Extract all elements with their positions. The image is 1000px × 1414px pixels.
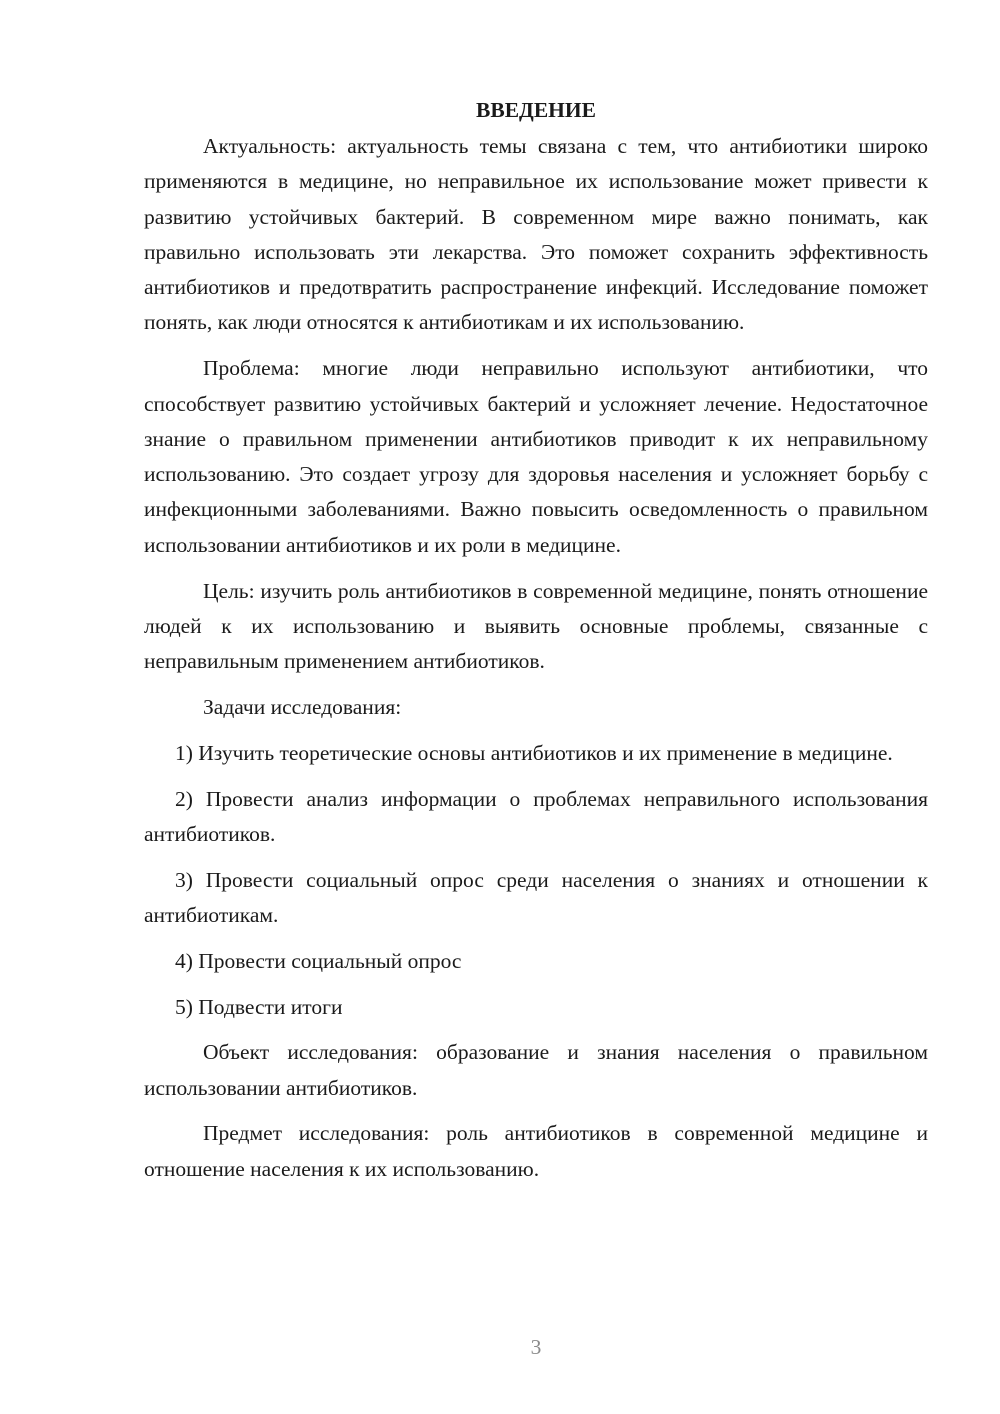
relevance-paragraph: Актуальность: актуальность темы связана с тем, что антибиотики широко применяются в медицине, но неправильное их использование может привести к развитию устойчивых бактерий. В современном мире важно понимать, как правильно использовать эти лекарства. Это поможет сохранить эффективность антибиотиков и предотвратить распространение инфекций. Исследование поможет понять, как люди относятся к антибиотикам и их использованию.: [144, 134, 928, 335]
task-item-2: 2) Провести анализ информации о проблемах неправильного использования антибиотиков.: [144, 786, 928, 846]
task-item-1: 1) Изучить теоретические основы антибиотиков и их применение в медицине.: [175, 740, 893, 765]
task-item-5: 5) Подвести итоги: [175, 994, 343, 1019]
goal-paragraph: Цель: изучить роль антибиотиков в современной медицине, понять отношение людей к их использованию и выявить основные проблемы, связанные с неправильным применением антибиотиков.: [144, 578, 928, 674]
problem-paragraph: Проблема: многие люди неправильно используют антибиотики, что способствует развитию устойчивых бактерий и усложняет лечение. Недостаточное знание о правильном применении антибиотиков приводит к их неправильному использованию. Это создает угрозу для здоровья населения и усложняет борьбу с инфекционными заболеваниями. Важно повысить осведомленность о правильном использовании антибиотиков и их роли в медицине.: [144, 356, 928, 557]
task-item-4: 4) Провести социальный опрос: [175, 948, 462, 973]
research-object-paragraph: Объект исследования: образование и знания населения о правильном использовании антибиотиков.: [144, 1040, 928, 1100]
tasks-heading: Задачи исследования:: [203, 694, 402, 719]
page-number: 3: [530, 1335, 542, 1359]
section-title: ВВЕДЕНИЕ: [476, 98, 596, 122]
document-page: [144, 93, 928, 1198]
research-subject-paragraph: Предмет исследования: роль антибиотиков в современной медицине и отношение населения к их использованию.: [144, 1121, 928, 1181]
task-item-3: 3) Провести социальный опрос среди населения о знаниях и отношении к антибиотикам.: [144, 867, 928, 927]
